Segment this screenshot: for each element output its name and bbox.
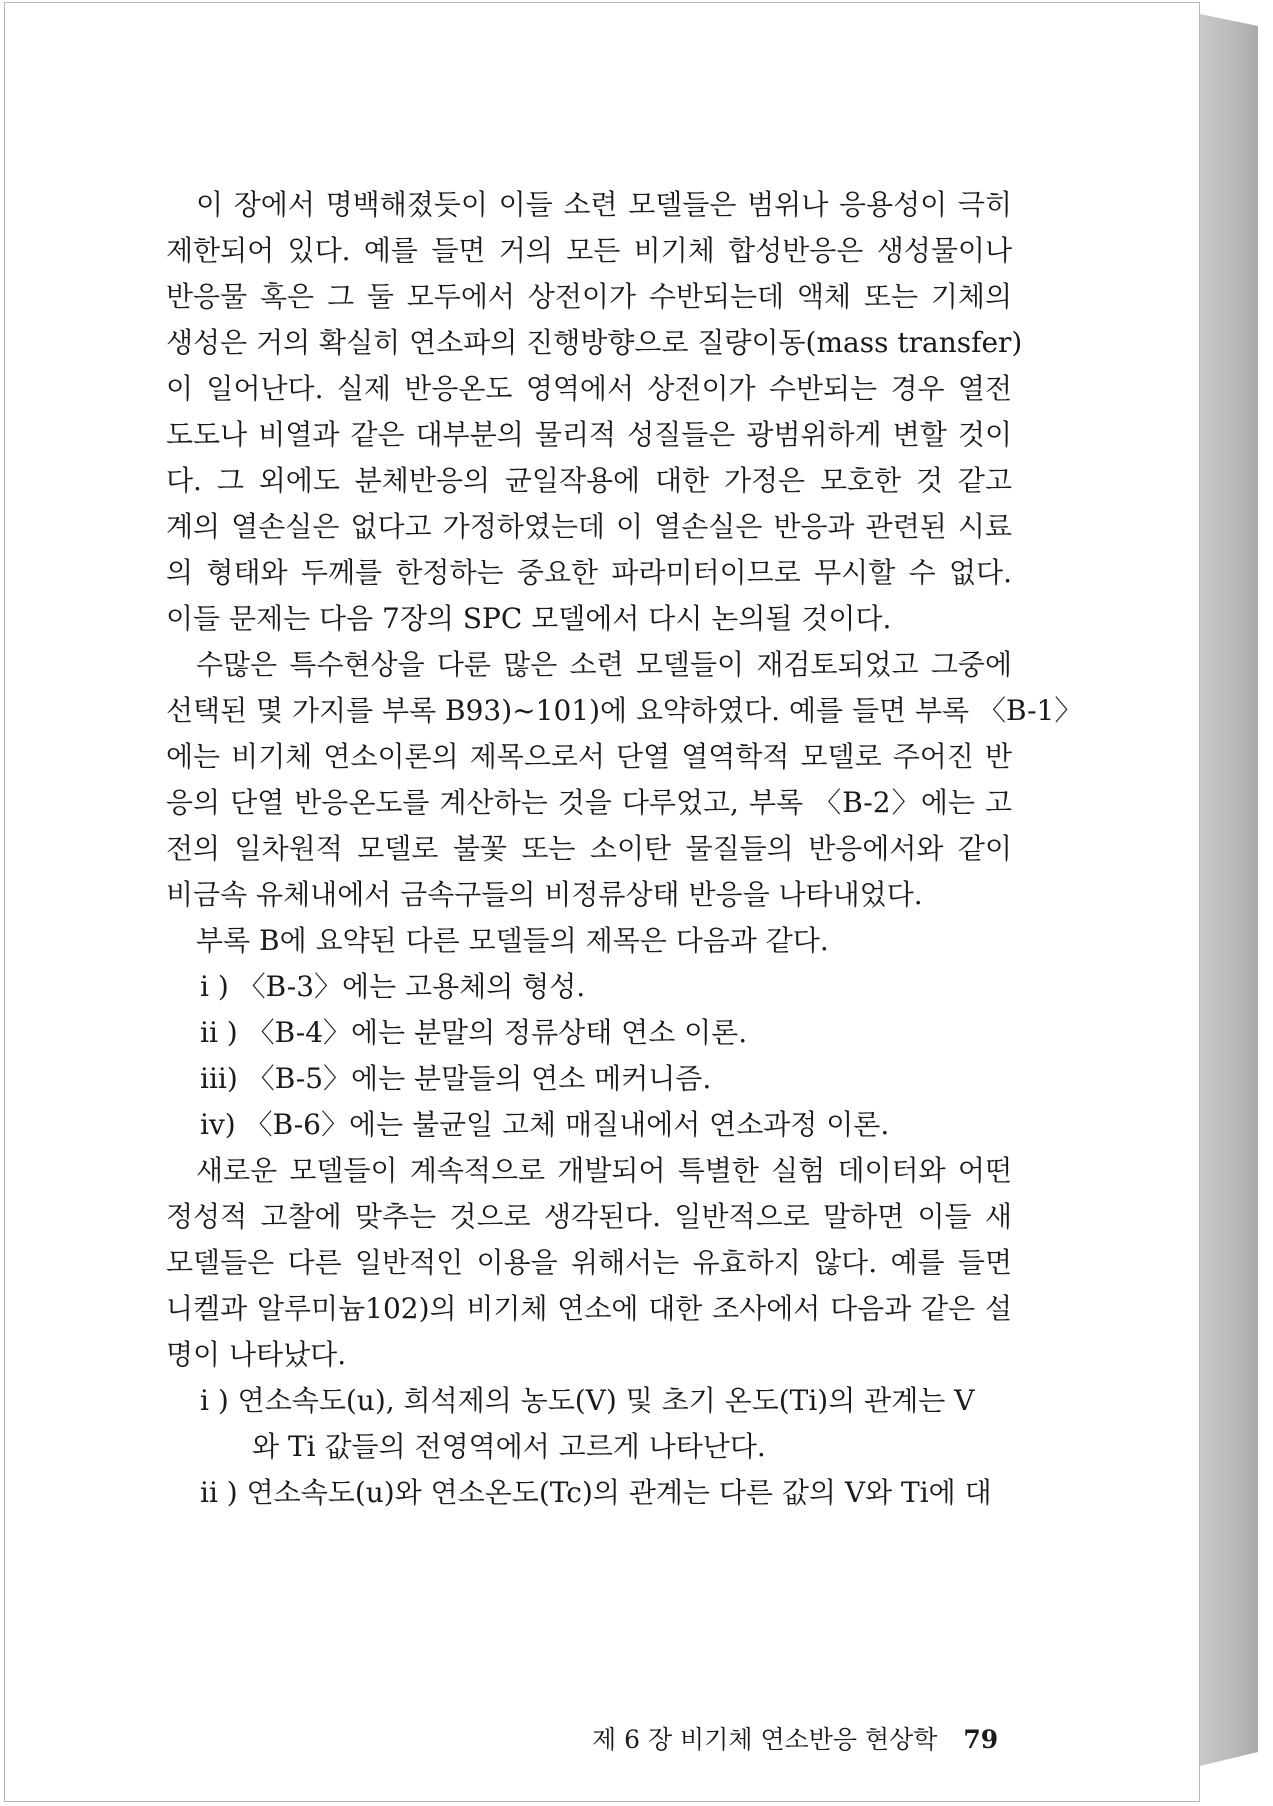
text-line: 의 형태와 두께를 한정하는 중요한 파라미터이므로 무시할 수 없다. — [166, 556, 1012, 589]
text-line: 명이 나타났다. — [166, 1338, 347, 1371]
text-line: 부록 B에 요약된 다른 모델들의 제목은 다음과 같다. — [196, 924, 829, 957]
text-line: 니켈과 알루미늄102)의 비기체 연소에 대한 조사에서 다음과 같은 설 — [166, 1292, 1012, 1325]
text-line: 전의 일차원적 모델로 불꽃 또는 소이탄 물질들의 반응에서와 같이 — [166, 832, 1012, 865]
text-line: 이 장에서 명백해졌듯이 이들 소련 모델들은 범위나 응용성이 극히 — [196, 188, 1012, 221]
text-line: 정성적 고찰에 맞추는 것으로 생각된다. 일반적으로 말하면 이들 새 — [166, 1200, 1012, 1233]
text-line: 수많은 특수현상을 다룬 많은 소련 모델들이 재검토되었고 그중에 — [196, 648, 1012, 681]
text-line: 비금속 유체내에서 금속구들의 비정류상태 반응을 나타내었다. — [166, 878, 923, 911]
list-item: iii) 〈B-5〉에는 분말들의 연소 메커니즘. — [200, 1062, 712, 1095]
text-line: 새로운 모델들이 계속적으로 개발되어 특별한 실험 데이터와 어떤 — [196, 1154, 1012, 1187]
page-number: 79 — [963, 1725, 999, 1754]
text-line: 도도나 비열과 같은 대부분의 물리적 성질들은 광범위하게 변할 것이 — [166, 418, 1012, 451]
list-item: ii ) 〈B-4〉에는 분말의 정류상태 연소 이론. — [200, 1016, 748, 1049]
text-line: 모델들은 다른 일반적인 이용을 위해서는 유효하지 않다. 예를 들면 — [166, 1246, 1012, 1279]
text-line: 생성은 거의 확실히 연소파의 진행방향으로 질량이동(mass transfer) — [166, 326, 1023, 359]
list-item: iv) 〈B-6〉에는 불균일 고체 매질내에서 연소과정 이론. — [200, 1108, 890, 1141]
chapter-title: 제 6 장 비기체 연소반응 현상학 — [592, 1725, 938, 1754]
text-line: 선택된 몇 가지를 부록 B93)~101)에 요약하였다. 예를 들면 부록 〈B-1〉 — [166, 694, 1083, 727]
body-text — [166, 182, 1083, 1516]
text-line: 다. 그 외에도 분체반응의 균일작용에 대한 가정은 모호한 것 같고 — [166, 464, 1012, 497]
text-line: 이들 문제는 다음 7장의 SPC 모델에서 다시 논의될 것이다. — [166, 602, 892, 635]
list-item: i ) 〈B-3〉에는 고용체의 형성. — [200, 970, 586, 1003]
text-line: 이 일어난다. 실제 반응온도 영역에서 상전이가 수반되는 경우 열전 — [166, 372, 1012, 405]
list-item-continuation: 와 Ti 값들의 전영역에서 고르게 나타난다. — [252, 1430, 766, 1463]
text-line: 반응물 혹은 그 둘 모두에서 상전이가 수반되는데 액체 또는 기체의 — [166, 280, 1012, 313]
running-footer — [592, 1720, 998, 1756]
page-stack-edge — [1200, 14, 1258, 1766]
text-line: 계의 열손실은 없다고 가정하였는데 이 열손실은 반응과 관련된 시료 — [166, 510, 1012, 543]
list-item: ii ) 연소속도(u)와 연소온도(Tc)의 관계는 다른 값의 V와 Ti에 대 — [200, 1476, 992, 1509]
list-item: i ) 연소속도(u), 희석제의 농도(V) 및 초기 온도(Ti)의 관계는 V — [200, 1384, 975, 1417]
text-line: 제한되어 있다. 예를 들면 거의 모든 비기체 합성반응은 생성물이나 — [166, 234, 1012, 267]
text-line: 에는 비기체 연소이론의 제목으로서 단열 열역학적 모델로 주어진 반 — [166, 740, 1012, 773]
text-line: 응의 단열 반응온도를 계산하는 것을 다루었고, 부록 〈B-2〉에는 고 — [166, 786, 1012, 819]
